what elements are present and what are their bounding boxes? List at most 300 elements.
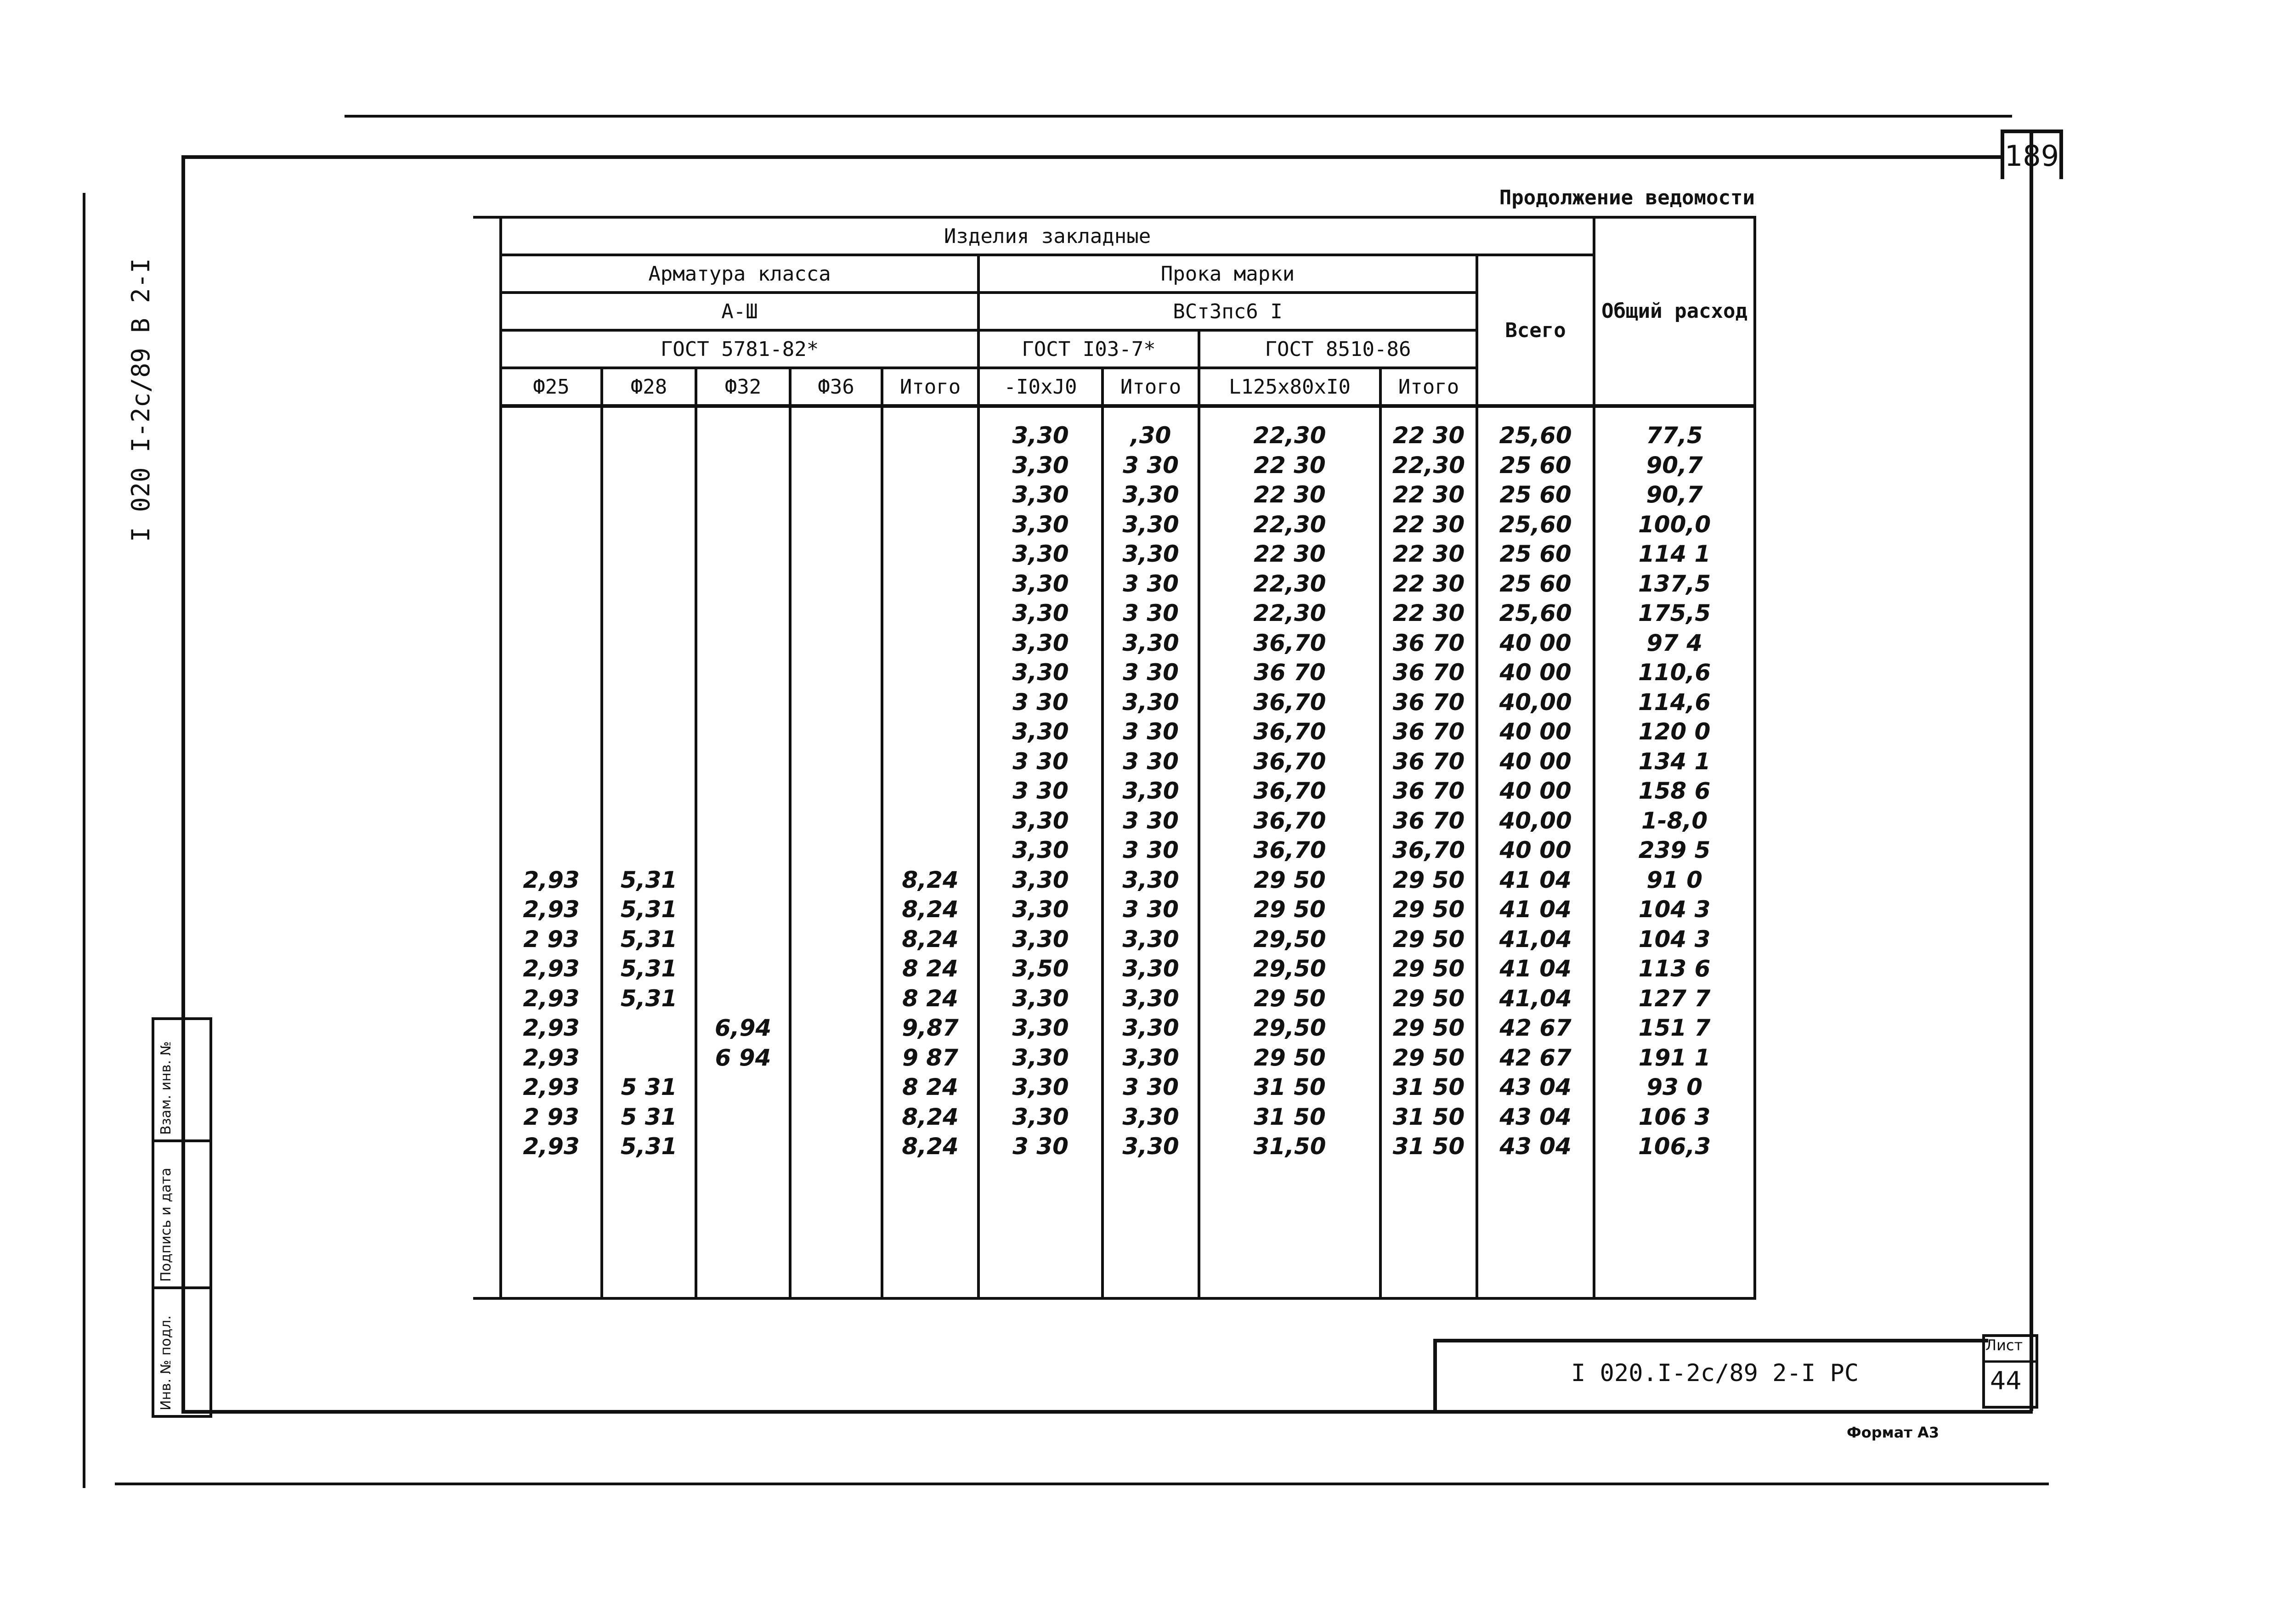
table-cell: 22,30 bbox=[1253, 600, 1326, 626]
table-cell: 3,30 bbox=[1012, 1103, 1069, 1130]
frame-outer-left bbox=[83, 193, 85, 1488]
col-label-d28: Ф28 bbox=[602, 368, 696, 406]
table-cell bbox=[603, 688, 695, 717]
header-rolled-grade: ВСт3пс6 I bbox=[978, 293, 1477, 330]
table-cell: 3 30 bbox=[1123, 570, 1179, 597]
table-cell: 3 30 bbox=[1012, 688, 1069, 716]
table-cell bbox=[792, 925, 881, 954]
table-cell: 22 30 bbox=[1392, 422, 1465, 449]
table-cell: 3,30 bbox=[1012, 1074, 1069, 1100]
table-cell: 110,6 bbox=[1638, 659, 1711, 686]
table-cell bbox=[792, 776, 881, 806]
table-cell bbox=[792, 421, 881, 451]
header-gost-8510: ГОСТ 8510-86 bbox=[1199, 330, 1477, 368]
table-cell: 1-8,0 bbox=[1641, 807, 1708, 834]
table-cell: 36,70 bbox=[1253, 837, 1326, 863]
table-cell bbox=[792, 1102, 881, 1132]
table-cell: 29 50 bbox=[1392, 955, 1465, 982]
table-cell bbox=[697, 539, 789, 569]
table-cell: 22 30 bbox=[1254, 541, 1326, 567]
table-cell: 36 70 bbox=[1392, 778, 1465, 804]
table-cell bbox=[697, 421, 789, 451]
table-cell: 41 04 bbox=[1499, 896, 1572, 923]
table-cell: 22 30 bbox=[1392, 541, 1465, 567]
table-cell: 106 3 bbox=[1638, 1103, 1711, 1130]
table-cell: 40 00 bbox=[1499, 837, 1572, 863]
table-cell: 36 70 bbox=[1392, 659, 1465, 686]
table-cell bbox=[502, 510, 600, 540]
table-cell bbox=[603, 1043, 695, 1073]
table-cell bbox=[502, 806, 600, 836]
table-cell: 3 30 bbox=[1123, 659, 1179, 686]
table-cell bbox=[792, 954, 881, 984]
table-cell: 137,5 bbox=[1638, 570, 1711, 597]
sheet-number: 189 bbox=[2001, 130, 2063, 179]
table-cell: 2,93 bbox=[523, 866, 580, 893]
table-cell bbox=[502, 688, 600, 717]
table-cell: ,30 bbox=[1130, 422, 1171, 449]
table-cell: 36,70 bbox=[1253, 718, 1326, 745]
table-cell bbox=[883, 628, 977, 658]
table-cell: 3,30 bbox=[1012, 481, 1069, 508]
table-cell: 40 00 bbox=[1499, 659, 1572, 686]
table-cell bbox=[883, 658, 977, 688]
table-cell bbox=[792, 865, 881, 895]
table-cell bbox=[792, 1043, 881, 1073]
table-cell: 29,50 bbox=[1253, 1015, 1326, 1041]
table-cell: 3,30 bbox=[1012, 985, 1069, 1012]
table-cell bbox=[697, 1132, 789, 1162]
table-cell bbox=[603, 628, 695, 658]
table-cell bbox=[883, 421, 977, 451]
continuation-title: Продолжение ведомости bbox=[1499, 186, 1755, 209]
table-cell: 3,30 bbox=[1122, 985, 1179, 1012]
table-cell: 3,30 bbox=[1012, 570, 1069, 597]
table-cell: 3,30 bbox=[1122, 955, 1179, 982]
header-total: Всего bbox=[1477, 255, 1594, 406]
table-cell bbox=[792, 539, 881, 569]
table-cell bbox=[792, 1072, 881, 1102]
table-cell bbox=[792, 451, 881, 480]
table-cell: 29 50 bbox=[1392, 866, 1465, 893]
table-cell bbox=[792, 747, 881, 777]
table-cell bbox=[697, 658, 789, 688]
table-cell: 3 30 bbox=[1012, 1133, 1069, 1160]
table-cell: 29 50 bbox=[1254, 896, 1326, 923]
table-cell: 3 30 bbox=[1123, 451, 1179, 479]
table-cell: 3,30 bbox=[1012, 422, 1069, 449]
table-cell: 43 04 bbox=[1499, 1103, 1572, 1130]
table-cell bbox=[792, 510, 881, 540]
table-cell bbox=[697, 865, 789, 895]
col-label-rebar-total: Итого bbox=[882, 368, 978, 406]
table-cell: 36,70 bbox=[1253, 629, 1326, 656]
table-cell: 3,30 bbox=[1012, 451, 1069, 479]
table-cell: 3,30 bbox=[1122, 511, 1179, 538]
table-cell: 3 30 bbox=[1123, 748, 1179, 775]
table-cell: 41 04 bbox=[1499, 866, 1572, 893]
table-cell: 3,30 bbox=[1012, 659, 1069, 686]
table-cell: 3 30 bbox=[1123, 896, 1179, 923]
table-cell: 36 70 bbox=[1392, 718, 1465, 745]
col-label-plate-total: Итого bbox=[1103, 368, 1199, 406]
col-label-angle-total: Итого bbox=[1380, 368, 1477, 406]
format-label: Формат А3 bbox=[1847, 1424, 1939, 1441]
table-cell bbox=[697, 688, 789, 717]
column-d25 bbox=[501, 406, 602, 1298]
table-cell: 5,31 bbox=[620, 955, 678, 982]
table-cell: 29 50 bbox=[1392, 1044, 1465, 1071]
table-cell bbox=[697, 510, 789, 540]
table-cell: 9,87 bbox=[902, 1015, 959, 1041]
table-cell bbox=[883, 688, 977, 717]
table-cell: 2,93 bbox=[523, 1015, 580, 1041]
frame-top-outer bbox=[345, 115, 2012, 118]
table-cell bbox=[603, 658, 695, 688]
column-d36 bbox=[790, 406, 882, 1298]
table-cell: 3,50 bbox=[1012, 955, 1069, 982]
table-cell: 29 50 bbox=[1392, 925, 1465, 953]
table-cell: 114 1 bbox=[1638, 541, 1711, 567]
table-cell: 8 24 bbox=[902, 985, 958, 1012]
table-cell: 104 3 bbox=[1638, 896, 1711, 923]
table-cell: 9 87 bbox=[902, 1044, 958, 1071]
table-cell: 3,30 bbox=[1012, 896, 1069, 923]
table-cell bbox=[792, 895, 881, 925]
table-cell: 3,30 bbox=[1012, 511, 1069, 538]
table-cell bbox=[502, 628, 600, 658]
table-cell: 8 24 bbox=[902, 955, 958, 982]
table-cell: 90,7 bbox=[1646, 451, 1703, 479]
table-cell bbox=[697, 1102, 789, 1132]
table-cell: 3,30 bbox=[1122, 778, 1179, 804]
table-cell bbox=[792, 835, 881, 865]
table-cell: 113 6 bbox=[1638, 955, 1711, 982]
table-cell: 134 1 bbox=[1638, 748, 1711, 775]
table-cell: 6 94 bbox=[715, 1044, 771, 1071]
table-cell bbox=[883, 806, 977, 836]
table-cell bbox=[502, 539, 600, 569]
table-cell: 2,93 bbox=[523, 955, 580, 982]
table-cell: 3 30 bbox=[1123, 837, 1179, 863]
table-cell: 90,7 bbox=[1646, 481, 1703, 508]
table-cell: 5 31 bbox=[621, 1103, 677, 1130]
table-cell bbox=[792, 717, 881, 747]
table-cell: 3,30 bbox=[1012, 718, 1069, 745]
table-cell: 3,30 bbox=[1122, 925, 1179, 953]
column-total bbox=[1477, 406, 1594, 1298]
table-cell: 127 7 bbox=[1638, 985, 1711, 1012]
table-cell bbox=[603, 569, 695, 599]
header-rebar-class: А-Ш bbox=[501, 293, 978, 330]
table-cell bbox=[697, 451, 789, 480]
header-gost-103: ГОСТ I03-7* bbox=[978, 330, 1199, 368]
table-cell: 191 1 bbox=[1638, 1044, 1711, 1071]
table-cell bbox=[697, 835, 789, 865]
table-cell bbox=[883, 717, 977, 747]
strip-label-inv: Инв. № подл. bbox=[158, 1315, 174, 1410]
table-cell: 5,31 bbox=[620, 985, 678, 1012]
table-cell bbox=[603, 747, 695, 777]
column-d32 bbox=[696, 406, 790, 1298]
table-cell: 22 30 bbox=[1392, 570, 1465, 597]
table-cell bbox=[603, 598, 695, 628]
table-cell: 22 30 bbox=[1392, 600, 1465, 626]
column-rebar-total bbox=[882, 406, 978, 1298]
table-cell: 22 30 bbox=[1392, 481, 1465, 508]
table-cell: 91 0 bbox=[1646, 866, 1702, 893]
approval-strip bbox=[152, 1017, 212, 1418]
table-cell: 41,04 bbox=[1499, 925, 1572, 953]
table-cell bbox=[603, 806, 695, 836]
table-cell: 3,30 bbox=[1122, 1103, 1179, 1130]
table-cell: 22 30 bbox=[1254, 451, 1326, 479]
table-cell: 25 60 bbox=[1499, 570, 1572, 597]
table-cell: 36,70 bbox=[1253, 688, 1326, 716]
table-cell bbox=[883, 451, 977, 480]
table-cell bbox=[502, 569, 600, 599]
table-cell: 40,00 bbox=[1499, 807, 1572, 834]
column-plate-total bbox=[1103, 406, 1199, 1298]
table-cell: 31,50 bbox=[1253, 1133, 1326, 1160]
table-cell: 25,60 bbox=[1499, 600, 1572, 626]
table-cell: 3 30 bbox=[1012, 778, 1069, 804]
table-cell: 5,31 bbox=[620, 896, 678, 923]
table-cell: 3 30 bbox=[1123, 1074, 1179, 1100]
header-general: Общий расход bbox=[1594, 217, 1755, 406]
table-cell bbox=[883, 539, 977, 569]
table-cell: 29 50 bbox=[1254, 866, 1326, 893]
table-cell: 8,24 bbox=[902, 1103, 959, 1130]
table-cell: 25 60 bbox=[1499, 481, 1572, 508]
table-cell bbox=[603, 717, 695, 747]
header-embedded: Изделия закладные bbox=[501, 217, 1594, 255]
header-rebar: Арматура класса bbox=[501, 255, 978, 293]
frame-outer-bottom bbox=[115, 1483, 2049, 1485]
strip-label-signature: Подпись и дата bbox=[158, 1167, 174, 1282]
table-cell: 40,00 bbox=[1499, 688, 1572, 716]
table-cell bbox=[502, 747, 600, 777]
table-cell bbox=[792, 806, 881, 836]
table-cell: 41 04 bbox=[1499, 955, 1572, 982]
table-cell: 3,30 bbox=[1012, 925, 1069, 953]
table-cell: 25,60 bbox=[1499, 422, 1572, 449]
table-cell: 2,93 bbox=[523, 1044, 580, 1071]
table-cell: 22 30 bbox=[1254, 481, 1326, 508]
table-cell bbox=[883, 776, 977, 806]
column-angle bbox=[1199, 406, 1380, 1298]
table-cell bbox=[502, 421, 600, 451]
table-cell: 3 30 bbox=[1123, 718, 1179, 745]
table-cell: 25 60 bbox=[1499, 541, 1572, 567]
document-code: I 020.I-2c/89 2-I РС bbox=[1571, 1359, 1859, 1387]
table-cell: 29 50 bbox=[1254, 985, 1326, 1012]
table-cell: 239 5 bbox=[1638, 837, 1711, 863]
table-cell: 22,30 bbox=[1253, 422, 1326, 449]
table-cell bbox=[883, 598, 977, 628]
table-cell: 3,30 bbox=[1012, 837, 1069, 863]
table-cell: 3,30 bbox=[1122, 866, 1179, 893]
col-label-d36: Ф36 bbox=[790, 368, 882, 406]
table-cell: 3,30 bbox=[1012, 600, 1069, 626]
table-cell bbox=[883, 569, 977, 599]
table-cell: 3,30 bbox=[1122, 481, 1179, 508]
table-cell: 3,30 bbox=[1122, 541, 1179, 567]
table-cell: 3,30 bbox=[1122, 1015, 1179, 1041]
table-cell: 36 70 bbox=[1392, 748, 1465, 775]
column-angle-total bbox=[1380, 406, 1477, 1298]
table-cell: 5,31 bbox=[620, 925, 678, 953]
table-cell bbox=[502, 835, 600, 865]
strip-label-replace: Взам. инв. № bbox=[158, 1041, 174, 1135]
table-cell: 43 04 bbox=[1499, 1133, 1572, 1160]
table-cell bbox=[792, 688, 881, 717]
table-cell: 42 67 bbox=[1499, 1015, 1572, 1041]
table-cell bbox=[697, 480, 789, 510]
table-cell: 31 50 bbox=[1392, 1103, 1465, 1130]
table-cell: 43 04 bbox=[1499, 1074, 1572, 1100]
table-cell bbox=[792, 598, 881, 628]
table-cell: 8,24 bbox=[902, 1133, 959, 1160]
table-cell: 3,30 bbox=[1012, 629, 1069, 656]
frame-top bbox=[181, 155, 2001, 159]
table-cell: 42 67 bbox=[1499, 1044, 1572, 1071]
table-cell: 3,30 bbox=[1122, 1133, 1179, 1160]
table-cell: 25,60 bbox=[1499, 511, 1572, 538]
table-cell bbox=[883, 480, 977, 510]
table-cell: 29 50 bbox=[1392, 1015, 1465, 1041]
table-cell: 2 93 bbox=[523, 925, 579, 953]
table-cell bbox=[792, 1132, 881, 1162]
table-cell: 2,93 bbox=[523, 1133, 580, 1160]
col-label-angle: L125x80xI0 bbox=[1199, 368, 1380, 406]
table-cell bbox=[883, 747, 977, 777]
table-cell: 3,30 bbox=[1012, 807, 1069, 834]
table-cell: 31 50 bbox=[1254, 1074, 1326, 1100]
table-cell: 31 50 bbox=[1392, 1133, 1465, 1160]
table-cell: 6,94 bbox=[714, 1015, 772, 1041]
table-cell: 41,04 bbox=[1499, 985, 1572, 1012]
table-cell: 31 50 bbox=[1392, 1074, 1465, 1100]
table-cell: 36,70 bbox=[1253, 748, 1326, 775]
table-cell: 29,50 bbox=[1253, 925, 1326, 953]
table-cell: 5,31 bbox=[620, 866, 678, 893]
table-cell: 36,70 bbox=[1392, 837, 1465, 863]
col-label-d25: Ф25 bbox=[501, 368, 602, 406]
table-cell bbox=[603, 421, 695, 451]
table-cell bbox=[792, 658, 881, 688]
table-cell: 114,6 bbox=[1638, 688, 1711, 716]
table-cell: 36 70 bbox=[1392, 807, 1465, 834]
table-cell: 2,93 bbox=[523, 985, 580, 1012]
table-cell: 3 30 bbox=[1012, 748, 1069, 775]
table-cell: 3,30 bbox=[1012, 1015, 1069, 1041]
table-cell: 8,24 bbox=[902, 896, 959, 923]
col-label-d32: Ф32 bbox=[696, 368, 790, 406]
table-cell: 40 00 bbox=[1499, 629, 1572, 656]
table-cell: 40 00 bbox=[1499, 748, 1572, 775]
frame-right bbox=[2030, 130, 2033, 1411]
table-cell: 2 93 bbox=[523, 1103, 579, 1130]
table-cell: 3,30 bbox=[1012, 866, 1069, 893]
col-label-plate: -I0xJ0 bbox=[978, 368, 1103, 406]
table-cell bbox=[792, 628, 881, 658]
table-cell: 22,30 bbox=[1253, 570, 1326, 597]
table-cell: 106,3 bbox=[1638, 1133, 1711, 1160]
table-cell: 77,5 bbox=[1646, 422, 1703, 449]
table-cell: 3 30 bbox=[1123, 807, 1179, 834]
column-plate bbox=[978, 406, 1103, 1298]
table-cell bbox=[603, 480, 695, 510]
header-rolled: Прока марки bbox=[978, 255, 1477, 293]
table-cell: 3,30 bbox=[1122, 688, 1179, 716]
table-cell: 29 50 bbox=[1392, 896, 1465, 923]
table-cell bbox=[697, 628, 789, 658]
table-cell bbox=[883, 835, 977, 865]
table-cell bbox=[697, 984, 789, 1014]
table-cell bbox=[697, 806, 789, 836]
table-cell bbox=[502, 776, 600, 806]
table-cell: 36,70 bbox=[1253, 807, 1326, 834]
table-cell: 36,70 bbox=[1253, 778, 1326, 804]
table-cell: 5,31 bbox=[620, 1133, 678, 1160]
table-cell: 3,30 bbox=[1122, 629, 1179, 656]
table-cell bbox=[697, 1072, 789, 1102]
table-cell bbox=[697, 776, 789, 806]
table-cell: 104 3 bbox=[1638, 925, 1711, 953]
table-cell: 5 31 bbox=[621, 1074, 677, 1100]
table-cell: 22,30 bbox=[1392, 451, 1465, 479]
column-d28 bbox=[602, 406, 696, 1298]
table-cell: 36 70 bbox=[1392, 629, 1465, 656]
table-cell bbox=[603, 835, 695, 865]
table-cell bbox=[792, 984, 881, 1014]
side-document-code: I 020 I-2c/89 В 2-I bbox=[126, 258, 155, 542]
table-cell: 31 50 bbox=[1254, 1103, 1326, 1130]
column-general bbox=[1594, 406, 1755, 1298]
table-cell bbox=[603, 776, 695, 806]
table-cell bbox=[697, 895, 789, 925]
table-cell: 8 24 bbox=[902, 1074, 958, 1100]
table-cell: 40 00 bbox=[1499, 778, 1572, 804]
table-cell: 36 70 bbox=[1254, 659, 1326, 686]
sheet-value: 44 bbox=[1990, 1366, 2022, 1395]
table-cell bbox=[502, 717, 600, 747]
table-cell bbox=[792, 480, 881, 510]
table-cell: 25 60 bbox=[1499, 451, 1572, 479]
table-cell: 100,0 bbox=[1638, 511, 1711, 538]
table-cell: 158 6 bbox=[1638, 778, 1711, 804]
specification-table bbox=[473, 216, 1756, 1300]
table-cell bbox=[883, 510, 977, 540]
table-cell: 36 70 bbox=[1392, 688, 1465, 716]
table-cell: 175,5 bbox=[1638, 600, 1711, 626]
table-cell: 8,24 bbox=[902, 925, 959, 953]
table-cell: 3,30 bbox=[1122, 1044, 1179, 1071]
table-cell bbox=[502, 658, 600, 688]
table-cell bbox=[697, 954, 789, 984]
table-cell: 2,93 bbox=[523, 1074, 580, 1100]
table-cell bbox=[697, 598, 789, 628]
table-cell bbox=[697, 925, 789, 954]
table-cell bbox=[697, 569, 789, 599]
table-cell bbox=[603, 539, 695, 569]
table-cell: 29 50 bbox=[1392, 985, 1465, 1012]
table-cell: 97 4 bbox=[1646, 629, 1702, 656]
table-cell: 93 0 bbox=[1646, 1074, 1702, 1100]
table-cell: 3 30 bbox=[1123, 600, 1179, 626]
table-cell: 120 0 bbox=[1638, 718, 1711, 745]
